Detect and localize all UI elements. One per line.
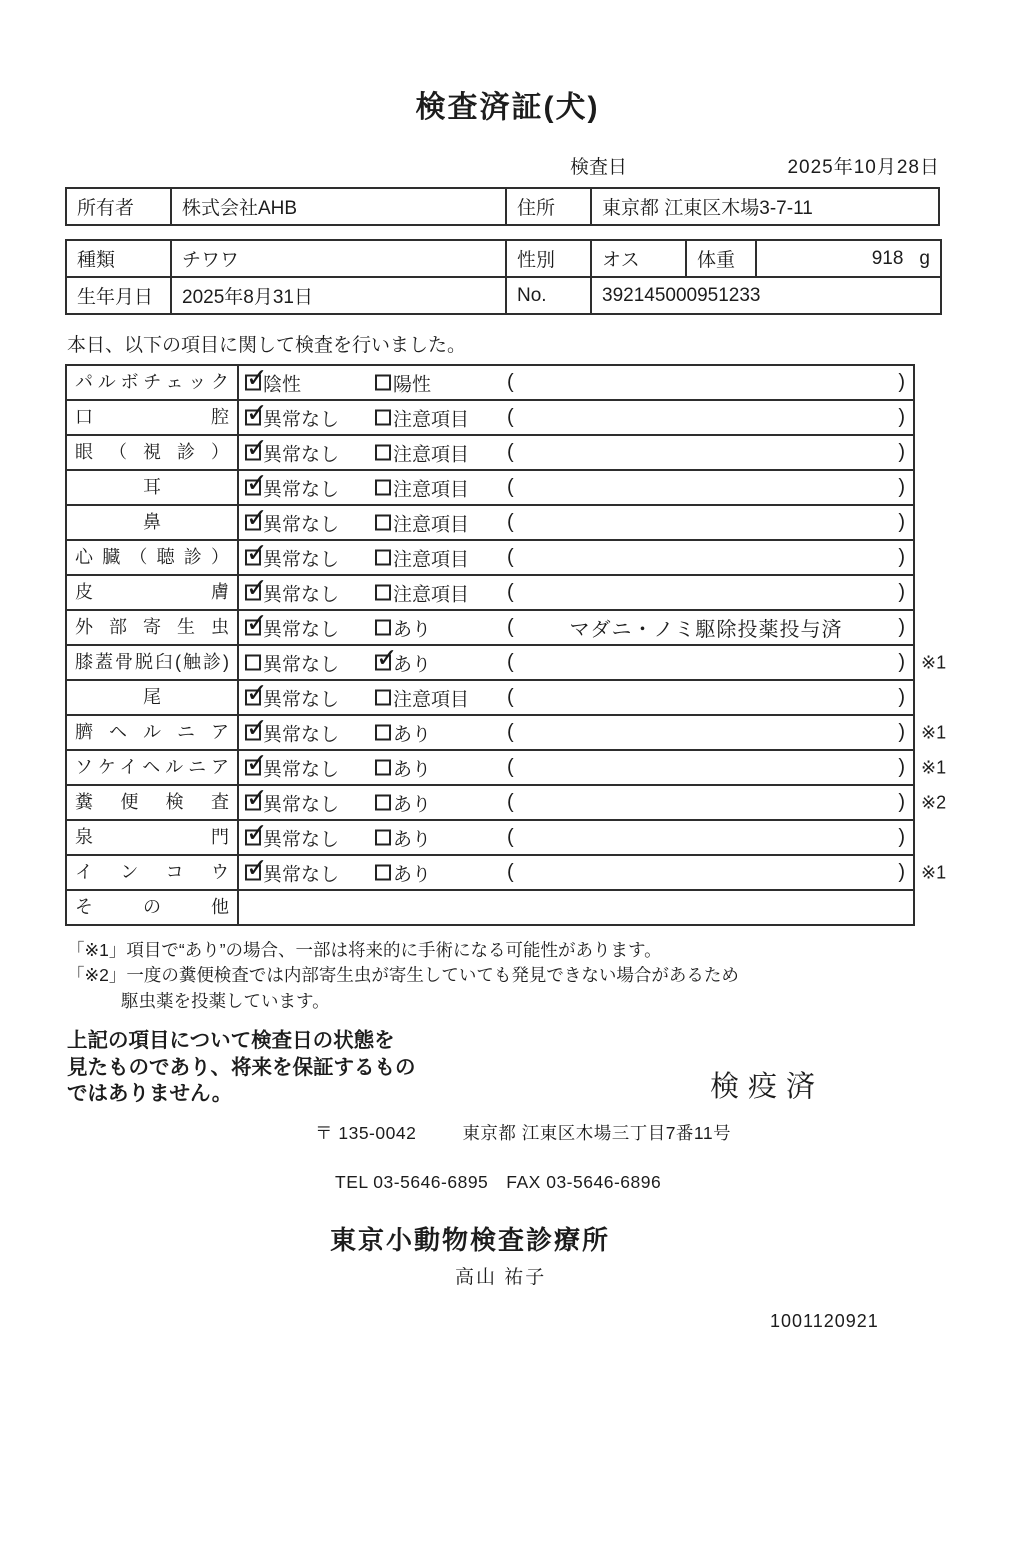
inspection-row <box>67 642 947 681</box>
birthdate-label-cell: 生年月日 <box>66 277 171 314</box>
inspection-row <box>67 747 947 786</box>
inspection-row-content <box>239 362 913 399</box>
inspection-row-content <box>239 677 913 714</box>
checkbox-option-label: 異常なし <box>263 724 340 745</box>
checkbox-checked-icon <box>245 677 268 708</box>
check-mark-icon: ✓ <box>246 572 268 603</box>
checkbox-option-label: 異常なし <box>263 619 340 640</box>
checkbox-option-label: 異常なし <box>263 689 340 710</box>
check-mark-icon: ✓ <box>246 502 268 533</box>
open-paren: ( <box>507 651 514 673</box>
close-paren: ) <box>898 441 905 463</box>
checkbox-checked-icon <box>245 712 268 743</box>
checkbox-checked-icon <box>245 362 268 393</box>
checkbox-option <box>245 677 340 711</box>
checkbox-checked-icon <box>245 467 268 498</box>
disclaimer-section <box>67 1028 1015 1108</box>
quarantine-stamp: 検疫済 <box>710 1071 825 1104</box>
checkbox-option <box>375 579 469 606</box>
weight-value-cell <box>756 240 941 277</box>
footnote-marker: ※1 <box>921 862 947 882</box>
checkbox-checked-icon <box>245 432 268 463</box>
checkbox-option <box>375 474 469 501</box>
owner-row <box>66 188 939 225</box>
check-mark-icon: ✓ <box>246 782 268 813</box>
tel-fax-line: TEL 03-5646-6895 FAX 03-5646-6896 <box>335 1172 662 1193</box>
checkbox-checked-icon <box>245 537 268 568</box>
animal-table <box>65 239 942 315</box>
checkbox-option <box>375 509 469 536</box>
inspection-date-label: 検査日 <box>570 157 628 178</box>
close-paren: ) <box>898 651 905 673</box>
inspection-row <box>67 712 947 751</box>
breed-label-cell: 種類 <box>66 240 171 277</box>
result-entry-field <box>507 751 905 784</box>
checkbox-unchecked-icon <box>375 410 391 426</box>
checkbox-option-label: 異常なし <box>263 864 340 885</box>
clinic-address-row <box>315 1120 1015 1145</box>
close-paren: ) <box>898 406 905 428</box>
result-entry-field <box>507 366 905 399</box>
checkbox-option <box>245 712 340 746</box>
checkbox-option <box>245 397 340 431</box>
checkbox-unchecked-icon <box>375 480 391 496</box>
check-mark-icon: ✓ <box>246 537 268 568</box>
animal-row-2 <box>66 277 941 314</box>
result-entry-field <box>507 681 905 714</box>
checkbox-option-label: あり <box>393 654 432 675</box>
disclaimer-text <box>67 1028 1015 1108</box>
close-paren: ) <box>898 756 905 778</box>
close-paren: ) <box>898 581 905 603</box>
result-entry-field <box>507 821 905 854</box>
inspection-row-content <box>239 642 913 679</box>
inspection-item-label: 心臓（聴診） <box>67 541 239 574</box>
footnote-marker: ※2 <box>921 792 947 812</box>
result-entry-field <box>507 541 905 574</box>
inspection-row-content <box>239 467 913 504</box>
inspection-row-content <box>239 432 913 469</box>
checkbox-option-label: 異常なし <box>263 409 340 430</box>
inspection-row <box>67 572 913 611</box>
inspection-item-label: 口腔 <box>67 401 239 434</box>
check-mark-icon: ✓ <box>246 747 268 778</box>
inspection-row-content <box>239 747 913 784</box>
weight-label-cell: 体重 <box>686 240 756 277</box>
checkbox-unchecked-icon <box>375 375 391 391</box>
open-paren: ( <box>507 861 514 883</box>
checkbox-checked-icon <box>245 817 268 848</box>
checkbox-checked-icon <box>245 572 268 603</box>
close-paren: ) <box>898 686 905 708</box>
inspection-item-label: 尾 <box>67 681 239 714</box>
inspection-item-label: インコウ <box>67 856 239 889</box>
inspection-row-content <box>239 572 913 609</box>
result-entry-field <box>507 576 905 609</box>
checkbox-checked-icon <box>245 502 268 533</box>
inspection-row-content <box>239 397 913 434</box>
postal-code: 〒 135-0042 <box>315 1123 417 1144</box>
result-entry-field <box>507 436 905 469</box>
checkbox-option-label: 注意項目 <box>393 514 470 535</box>
checkbox-unchecked-icon <box>375 585 391 601</box>
check-mark-icon: ✓ <box>246 817 268 848</box>
checkbox-checked-icon <box>245 852 268 883</box>
close-paren: ) <box>898 721 905 743</box>
checkbox-unchecked-icon <box>375 830 391 846</box>
close-paren: ) <box>898 476 905 498</box>
checkbox-option <box>375 439 469 466</box>
checkbox-option <box>245 649 339 676</box>
checkbox-option-label: 陰性 <box>263 374 302 395</box>
checkbox-option <box>245 572 340 606</box>
close-paren: ) <box>898 826 905 848</box>
disclaimer-line-3: ではありません。 <box>67 1082 233 1106</box>
owner-value-cell: 株式会社AHB <box>171 188 506 225</box>
inspection-item-label: 泉門 <box>67 821 239 854</box>
footnote-marker: ※1 <box>921 722 947 742</box>
checkbox-option <box>375 789 431 816</box>
checkbox-option-label: 異常なし <box>263 549 340 570</box>
close-paren: ) <box>898 791 905 813</box>
checkbox-unchecked-icon <box>245 655 261 671</box>
checkbox-option-label: 異常なし <box>263 829 340 850</box>
checkbox-option-label: 異常なし <box>263 514 340 535</box>
checkbox-option-label: 注意項目 <box>393 479 470 500</box>
result-entry-field <box>507 471 905 504</box>
checkbox-checked-icon <box>245 397 268 428</box>
result-entry-text: マダニ・ノミ駆除投薬投与済 <box>569 619 843 641</box>
checkbox-option-label: あり <box>393 829 432 850</box>
inspection-row <box>67 817 913 856</box>
inspection-table <box>65 362 947 926</box>
open-paren: ( <box>507 826 514 848</box>
checkbox-option-label: 異常なし <box>263 759 340 780</box>
veterinarian-name: 高山 祐子 <box>455 1267 547 1289</box>
checkbox-option <box>245 852 340 886</box>
checkbox-option-label: 異常なし <box>263 479 340 500</box>
checkbox-unchecked-icon <box>375 445 391 461</box>
owner-table <box>65 187 940 226</box>
checkbox-unchecked-icon <box>375 515 391 531</box>
page-title: 検査済証(犬) <box>415 91 600 124</box>
checkbox-option <box>245 817 340 851</box>
close-paren: ) <box>898 546 905 568</box>
clinic-name: 東京小動物検査診療所 <box>330 1225 611 1256</box>
footnote-1: 「※1」項目で“あり”の場合、一部は将来的に手術になる可能性があります。 <box>67 940 662 960</box>
checkbox-option <box>245 607 340 641</box>
inspection-row <box>67 852 947 891</box>
disclaimer-line-2: 見たものであり、将来を保証するもの <box>67 1055 416 1079</box>
result-entry-field <box>507 786 905 819</box>
check-mark-icon: ✓ <box>246 432 268 463</box>
inspection-row <box>67 891 913 926</box>
open-paren: ( <box>507 546 514 568</box>
inspection-row <box>67 397 913 436</box>
inspection-item-label: 外部寄生虫 <box>67 611 239 644</box>
open-paren: ( <box>507 721 514 743</box>
check-mark-icon: ✓ <box>246 397 268 428</box>
result-entry-field <box>507 401 905 434</box>
checkbox-option-label: 注意項目 <box>393 689 470 710</box>
open-paren: ( <box>507 791 514 813</box>
inspection-item-label: 膝蓋骨脱臼(触診) <box>67 646 239 679</box>
checkbox-checked-icon <box>245 607 268 638</box>
result-entry-field <box>507 611 905 644</box>
result-entry-field <box>507 646 905 679</box>
checkbox-option <box>245 537 340 571</box>
check-mark-icon: ✓ <box>246 852 268 883</box>
animal-row-1 <box>66 240 941 277</box>
clinic-address: 東京都 江東区木場三丁目7番11号 <box>462 1123 732 1144</box>
inspection-row-content <box>239 891 913 924</box>
checkbox-option-label: あり <box>393 864 432 885</box>
checkbox-option-label: 異常なし <box>263 794 340 815</box>
footnote-2-line-1: 「※2」一度の糞便検査では内部寄生虫が寄生していても発見できない場合があるため <box>67 965 739 986</box>
inspection-row <box>67 607 913 646</box>
checkbox-unchecked-icon <box>375 865 391 881</box>
check-mark-icon: ✓ <box>246 712 268 743</box>
checkbox-option <box>375 754 431 781</box>
checkbox-option <box>245 432 340 466</box>
inspection-item-label: 臍ヘルニア <box>67 716 239 749</box>
result-entry-field <box>507 856 905 889</box>
number-label-cell: No. <box>506 277 591 314</box>
inspection-row <box>67 362 913 401</box>
inspection-row-content <box>239 607 913 644</box>
owner-label-cell: 所有者 <box>66 188 171 225</box>
check-mark-icon: ✓ <box>376 642 398 673</box>
check-mark-icon: ✓ <box>246 362 268 393</box>
close-paren: ) <box>898 371 905 393</box>
inspection-row-content <box>239 537 913 574</box>
footnote-marker: ※1 <box>921 652 947 672</box>
checkbox-option <box>375 719 431 746</box>
open-paren: ( <box>507 616 514 638</box>
inspection-item-label: 眼（視診） <box>67 436 239 469</box>
inspection-row-content <box>239 782 913 819</box>
result-entry-field <box>507 716 905 749</box>
checkbox-option-label: 異常なし <box>263 584 340 605</box>
checkbox-option-label: あり <box>393 794 432 815</box>
inspection-item-label: パルボチェック <box>67 366 239 399</box>
inspection-row-content <box>239 817 913 854</box>
inspection-row <box>67 677 913 716</box>
inspection-row <box>67 502 913 541</box>
check-mark-icon: ✓ <box>246 677 268 708</box>
checkbox-unchecked-icon <box>375 550 391 566</box>
checkbox-option-label: あり <box>393 759 432 780</box>
footnote-marker: ※1 <box>921 757 947 777</box>
checkbox-option <box>375 369 431 396</box>
open-paren: ( <box>507 371 514 393</box>
breed-value-cell: チワワ <box>171 240 506 277</box>
checkbox-option-label: 注意項目 <box>393 409 470 430</box>
checkbox-option <box>375 824 431 851</box>
checkbox-option <box>375 404 469 431</box>
checkbox-option-label: 陽性 <box>393 374 432 395</box>
checkbox-checked-icon <box>245 782 268 813</box>
checkbox-option <box>375 544 469 571</box>
checkbox-option-label: 注意項目 <box>393 549 470 570</box>
document-number: 1001120921 <box>770 1311 879 1332</box>
open-paren: ( <box>507 686 514 708</box>
checkbox-option-label: 注意項目 <box>393 444 470 465</box>
open-paren: ( <box>507 441 514 463</box>
check-mark-icon: ✓ <box>246 467 268 498</box>
checkbox-option <box>245 467 340 501</box>
checkbox-option <box>375 614 431 641</box>
checkbox-unchecked-icon <box>375 620 391 636</box>
checkbox-option <box>375 642 432 676</box>
checkbox-option-label: 注意項目 <box>393 584 470 605</box>
checkbox-unchecked-icon <box>375 760 391 776</box>
number-value-cell: 392145000951233 <box>591 277 941 314</box>
inspection-item-label: 皮膚 <box>67 576 239 609</box>
open-paren: ( <box>507 756 514 778</box>
close-paren: ) <box>898 616 905 638</box>
inspection-row <box>67 782 947 821</box>
inspection-item-label: 糞便検査 <box>67 786 239 819</box>
inspection-row <box>67 432 913 471</box>
checkbox-checked-icon <box>375 642 398 673</box>
footnotes <box>67 938 1015 1014</box>
weight-unit: g <box>919 247 930 269</box>
inspection-date-value: 2025年10月28日 <box>787 157 940 178</box>
checkbox-option-label: 異常なし <box>263 654 340 675</box>
address-label-cell: 住所 <box>506 188 591 225</box>
checkbox-option-label: あり <box>393 619 432 640</box>
inspection-row <box>67 467 913 506</box>
address-value-cell: 東京都 江東区木場3-7-11 <box>591 188 939 225</box>
checkbox-option <box>375 859 431 886</box>
checkbox-option <box>245 747 340 781</box>
footnote-2-line-2: 駆虫薬を投薬しています。 <box>121 990 330 1011</box>
checkbox-unchecked-icon <box>375 690 391 706</box>
checkbox-option <box>245 362 302 396</box>
inspection-date-row <box>65 152 940 179</box>
checkbox-option-label: あり <box>393 724 432 745</box>
close-paren: ) <box>898 861 905 883</box>
check-mark-icon: ✓ <box>246 607 268 638</box>
open-paren: ( <box>507 476 514 498</box>
inspection-row <box>67 537 913 576</box>
checkbox-unchecked-icon <box>375 795 391 811</box>
inspection-item-label: 耳 <box>67 471 239 504</box>
open-paren: ( <box>507 406 514 428</box>
result-entry-field <box>507 506 905 539</box>
inspection-row-content <box>239 712 913 749</box>
intro-text: 本日、以下の項目に関して検査を行いました。 <box>67 335 467 356</box>
sex-value-cell: オス <box>591 240 686 277</box>
checkbox-option <box>245 502 340 536</box>
close-paren: ) <box>898 511 905 533</box>
birthdate-value-cell: 2025年8月31日 <box>171 277 506 314</box>
checkbox-option <box>245 782 340 816</box>
inspection-row-content <box>239 502 913 539</box>
checkbox-option <box>375 684 469 711</box>
weight-value: 918 <box>871 247 904 269</box>
inspection-row-content <box>239 852 913 889</box>
open-paren: ( <box>507 511 514 533</box>
open-paren: ( <box>507 581 514 603</box>
sex-label-cell: 性別 <box>506 240 591 277</box>
checkbox-checked-icon <box>245 747 268 778</box>
inspection-item-label: ソケイヘルニア <box>67 751 239 784</box>
checkbox-option-label: 異常なし <box>263 444 340 465</box>
inspection-item-label: その他 <box>67 891 239 924</box>
disclaimer-line-1: 上記の項目について検査日の状態を <box>67 1029 395 1053</box>
checkbox-unchecked-icon <box>375 725 391 741</box>
inspection-item-label: 鼻 <box>67 506 239 539</box>
